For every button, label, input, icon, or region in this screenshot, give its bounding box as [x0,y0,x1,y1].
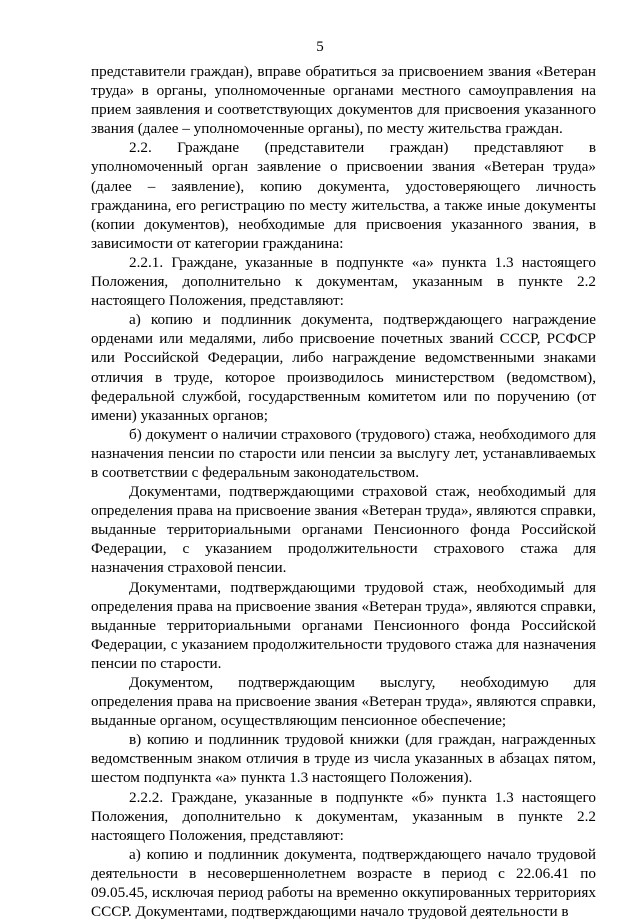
paragraph-p-v: в) копию и подлинник трудовой книжки (для граждан, награжденных ведомственным знаком отличия в труде из числа указанных в абзацах пятом, шестом подпункта «а» пункта 1.3 настоящего Положения). [91,731,596,787]
page-number: 5 [316,39,324,55]
paragraph-p-docs-insurance: Документами, подтверждающими страховой стаж, необходимый для определения права на присвоение звания «Ветеран труда», являются справки, выданные территориальными органами Пенсионного фонда Российской Федерации, с указанием продолжительности страхового стажа для назначения страховой пенсии. [91,483,596,577]
paragraph-p-doc-service: Документом, подтверждающим выслугу, необходимую для определения права на присвоение звания «Ветеран труда», являются справки, выданные органом, осуществляющим пенсионное обеспечение; [91,674,596,730]
paragraph-p-a: а) копию и подлинник документа, подтверждающего награждение орденами или медалями, либо присвоение почетных званий СССР, РСФСР или Российской Федерации, либо награждение ведомственными знаками отличия в труде, которое производилось министерством (ведомством), федеральной службой, государственным комитетом или по поручению (от имени) указанных органов; [91,311,596,424]
paragraph-p-docs-labor: Документами, подтверждающими трудовой стаж, необходимый для определения права на присвоение звания «Ветеран труда», являются справки, выданные территориальными органами Пенсионного фонда Российской Федерации, с указанием продолжительности трудового стажа для назначения пенсии по старости. [91,578,596,672]
paragraph-p-2-2-1: 2.2.1. Граждане, указанные в подпункте «а» пункта 1.3 настоящего Положения, дополнительно к документам, указанным в пункте 2.2 настоящего Положения, представляют: [91,253,596,310]
document-body [91,62,596,921]
paragraph-p-2-2: 2.2. Граждане (представители граждан) представляют в уполномоченный орган заявление о присвоении звания «Ветеран труда» (далее – заявление), копию документа, удостоверяющего личность гражданина, его регистрацию по месту жительства, а также иные документы (копии документов), необходимые для присвоения указанного звания, в зависимости от категории гражданина: [91,139,596,252]
paragraph-p-2-2-2: 2.2.2. Граждане, указанные в подпункте «б» пункта 1.3 настоящего Положения, дополнительно к документам, указанным в пункте 2.2 настоящего Положения, представляют: [91,788,596,844]
paragraph-p-b: б) документ о наличии страхового (трудового) стажа, необходимого для назначения пенсии по старости или пенсии за выслугу лет, устанавливаемых в соответствии с федеральным законодательством. [91,425,596,481]
paragraph-p-a2: а) копию и подлинник документа, подтверждающего начало трудовой деятельности в несовершеннолетнем возрасте в период с 22.06.41 по 09.05.45, исключая период работы на временно оккупированных территориях СССР. Документами, подтверждающими начало трудовой деятельности в [91,845,596,921]
paragraph-p-cont: представители граждан), вправе обратиться за присвоением звания «Ветеран труда» в органы, уполномоченные органами местного самоуправления на прием заявления и соответствующих документов для присвоения указанного звания (далее – уполномоченные органы), по месту жительства граждан. [91,63,596,138]
